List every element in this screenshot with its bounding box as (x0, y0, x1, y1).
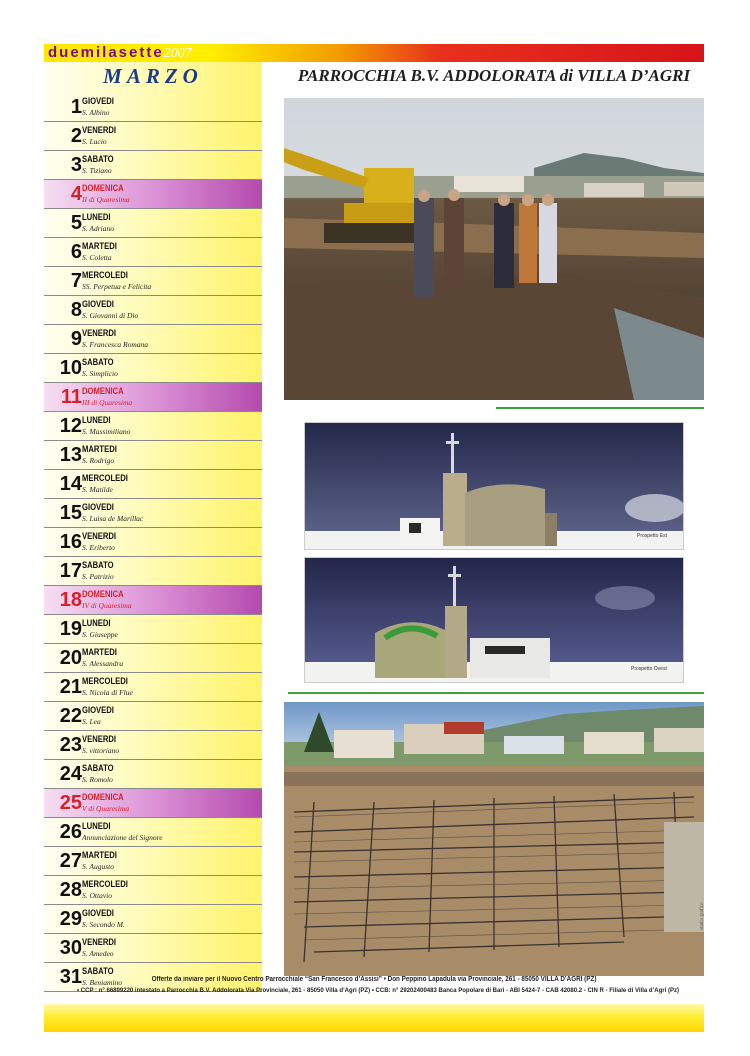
calendar-day-row (44, 441, 262, 470)
day-number: 9 (70, 328, 82, 350)
saint-name: S. Simplicio (82, 369, 118, 378)
day-number: 2 (70, 125, 82, 147)
calendar-day-row (44, 499, 262, 528)
saint-name: S. Lucio (82, 137, 107, 146)
calendar-day-row-sunday (44, 789, 262, 818)
weekday-name: SABATO (82, 560, 114, 570)
saint-name: S. Romolo (82, 775, 113, 784)
photo-credit: studio grafico (700, 902, 705, 930)
day-number: 31 (59, 966, 82, 988)
weekday-name: MERCOLEDI (82, 879, 128, 889)
calendar-day-row (44, 151, 262, 180)
saint-name: IV di Quaresima (82, 601, 132, 610)
saint-name: S. Secondo M. (82, 920, 125, 929)
day-number: 6 (70, 241, 82, 263)
saint-name: S. Ottavio (82, 891, 112, 900)
day-number: 4 (70, 183, 82, 205)
saint-name: S. Rodrigo (82, 456, 115, 465)
weekday-name: GIOVEDI (82, 908, 114, 918)
month-title: MARZO (103, 64, 203, 88)
weekday-name: VENERDI (82, 125, 117, 135)
day-number: 18 (59, 589, 82, 611)
calendar-day-row (44, 296, 262, 325)
weekday-name: DOMENICA (82, 589, 124, 599)
saint-name: S. Coletta (82, 253, 112, 262)
weekday-name: GIOVEDI (82, 705, 114, 715)
construction-site-photo (284, 98, 704, 400)
calendar-day-row (44, 905, 262, 934)
weekday-name: MARTEDI (82, 850, 117, 860)
weekday-name: LUNEDI (82, 212, 111, 222)
footer-line-accounts: • CCP : n° 66899220 intestato a Parrocchia B.V. Addolorata Via Provinciale, 261 - 85050 Villa d’Agri (PZ) • CCB: n° 29202400483 Banca Popolare di Bari - ABI 5424-7 - CAB 42080.2 - CIN R - Filiale di Villa d’Agri (Pz) (77, 987, 679, 994)
saint-name: II di Quaresima (82, 195, 130, 204)
saint-name: S. Beniamino (82, 978, 122, 987)
saint-name: S. Giovanni di Dio (82, 311, 139, 320)
footer-line-offers: Offerte da inviare per il Nuovo Centro Parrocchiale “San Francesco d’Assisi” • Don Peppino Lapadula via Provinciale, 261 - 85050 VILLA D’AGRI (PZ) (151, 976, 597, 983)
weekday-name: LUNEDI (82, 415, 111, 425)
calendar-day-row (44, 325, 262, 354)
calendar-day-row (44, 557, 262, 586)
saint-name: S. Patrizio (82, 572, 114, 581)
day-number: 8 (70, 299, 82, 321)
weekday-name: GIOVEDI (82, 96, 114, 106)
day-number: 21 (59, 676, 82, 698)
day-number: 11 (60, 386, 82, 408)
calendar-day-row (44, 934, 262, 963)
calendar-day-row (44, 702, 262, 731)
saint-name: Annunciazione del Signore (82, 833, 163, 842)
saint-name: S. Giuseppe (82, 630, 118, 639)
calendar-day-row (44, 731, 262, 760)
day-number: 30 (59, 937, 82, 959)
weekday-name: GIOVEDI (82, 299, 114, 309)
day-number: 22 (59, 705, 82, 727)
day-number: 14 (59, 473, 82, 495)
parish-title: PARROCCHIA B.V. ADDOLORATA di VILLA D’AGRI (297, 66, 691, 85)
brand-year: 2007 (163, 46, 192, 61)
weekday-name: LUNEDI (82, 618, 111, 628)
saint-name: S. Luisa de Marillac (82, 514, 144, 523)
weekday-name: MERCOLEDI (82, 270, 128, 280)
elevation-west-label: Prospetto Ovest (631, 666, 667, 672)
day-list (44, 93, 262, 992)
calendar-day-row-sunday (44, 383, 262, 412)
weekday-name: SABATO (82, 966, 114, 976)
calendar-day-row (44, 93, 262, 122)
day-number: 16 (59, 531, 82, 553)
weekday-name: MERCOLEDI (82, 676, 128, 686)
footer-color-bar (44, 1004, 704, 1032)
elevation-east-label: Prospetto Est (637, 533, 668, 539)
day-number: 7 (70, 270, 82, 292)
calendar-day-row (44, 644, 262, 673)
calendar-day-row (44, 673, 262, 702)
footer-info (44, 975, 704, 1001)
saint-name: III di Quaresima (82, 398, 133, 407)
calendar-day-row (44, 209, 262, 238)
day-number: 23 (59, 734, 82, 756)
day-number: 10 (59, 357, 82, 379)
calendar-day-row (44, 470, 262, 499)
weekday-name: LUNEDI (82, 821, 111, 831)
church-elevation-east (304, 422, 684, 550)
saint-name: S. Amedeo (82, 949, 114, 958)
calendar-day-row (44, 760, 262, 789)
saint-name: SS. Perpetua e Felicita (82, 282, 152, 291)
saint-name: S. Alessandra (82, 659, 124, 668)
saint-name: S. Massimiliano (82, 427, 131, 436)
day-number: 28 (59, 879, 82, 901)
calendar-day-row (44, 876, 262, 905)
foundation-rebar-photo (284, 702, 704, 976)
calendar-day-row (44, 267, 262, 296)
day-number: 27 (59, 850, 82, 872)
day-number: 26 (59, 821, 82, 843)
calendar-day-row-sunday (44, 586, 262, 615)
day-number: 12 (59, 415, 82, 437)
weekday-name: MARTEDI (82, 444, 117, 454)
day-number: 13 (59, 444, 82, 466)
weekday-name: VENERDI (82, 328, 117, 338)
weekday-name: VENERDI (82, 531, 117, 541)
saint-name: S. Tiziano (82, 166, 112, 175)
weekday-name: MARTEDI (82, 647, 117, 657)
saint-name: S. Matilde (82, 485, 113, 494)
weekday-name: VENERDI (82, 734, 117, 744)
day-number: 17 (59, 560, 82, 582)
weekday-name: SABATO (82, 154, 114, 164)
brand-title (48, 44, 192, 63)
church-elevation-west (304, 557, 684, 683)
green-divider (288, 692, 704, 694)
weekday-name: DOMENICA (82, 183, 124, 193)
saint-name: S. Francesca Romana (82, 340, 149, 349)
calendar-day-row (44, 818, 262, 847)
calendar-day-row (44, 238, 262, 267)
weekday-name: DOMENICA (82, 386, 124, 396)
weekday-name: GIOVEDI (82, 502, 114, 512)
weekday-name: SABATO (82, 763, 114, 773)
day-number: 25 (59, 792, 82, 814)
day-number: 24 (59, 763, 82, 785)
saint-name: V di Quaresima (82, 804, 130, 813)
brand-word: duemilasette (48, 44, 164, 61)
weekday-name: MERCOLEDI (82, 473, 128, 483)
saint-name: S. Eriberto (82, 543, 115, 552)
green-divider (496, 407, 704, 409)
weekday-name: DOMENICA (82, 792, 124, 802)
saint-name: S. Adriano (82, 224, 114, 233)
saint-name: S. Albino (82, 108, 110, 117)
weekday-name: SABATO (82, 357, 114, 367)
calendar-day-row (44, 122, 262, 151)
weekday-name: MARTEDI (82, 241, 117, 251)
calendar-day-row (44, 615, 262, 644)
day-number: 19 (59, 618, 82, 640)
day-number: 3 (70, 154, 82, 176)
calendar-day-row (44, 354, 262, 383)
calendar-day-row (44, 412, 262, 441)
saint-name: S. Augusto (82, 862, 114, 871)
day-number: 1 (70, 96, 82, 118)
calendar-day-row-sunday (44, 180, 262, 209)
day-number: 29 (59, 908, 82, 930)
calendar-day-row (44, 847, 262, 876)
saint-name: S. Lea (82, 717, 101, 726)
day-number: 15 (59, 502, 82, 524)
calendar-day-row (44, 528, 262, 557)
day-number: 5 (70, 212, 82, 234)
weekday-name: VENERDI (82, 937, 117, 947)
saint-name: S. vittoriano (82, 746, 120, 755)
day-number: 20 (59, 647, 82, 669)
saint-name: S. Nicola di Flue (82, 688, 133, 697)
